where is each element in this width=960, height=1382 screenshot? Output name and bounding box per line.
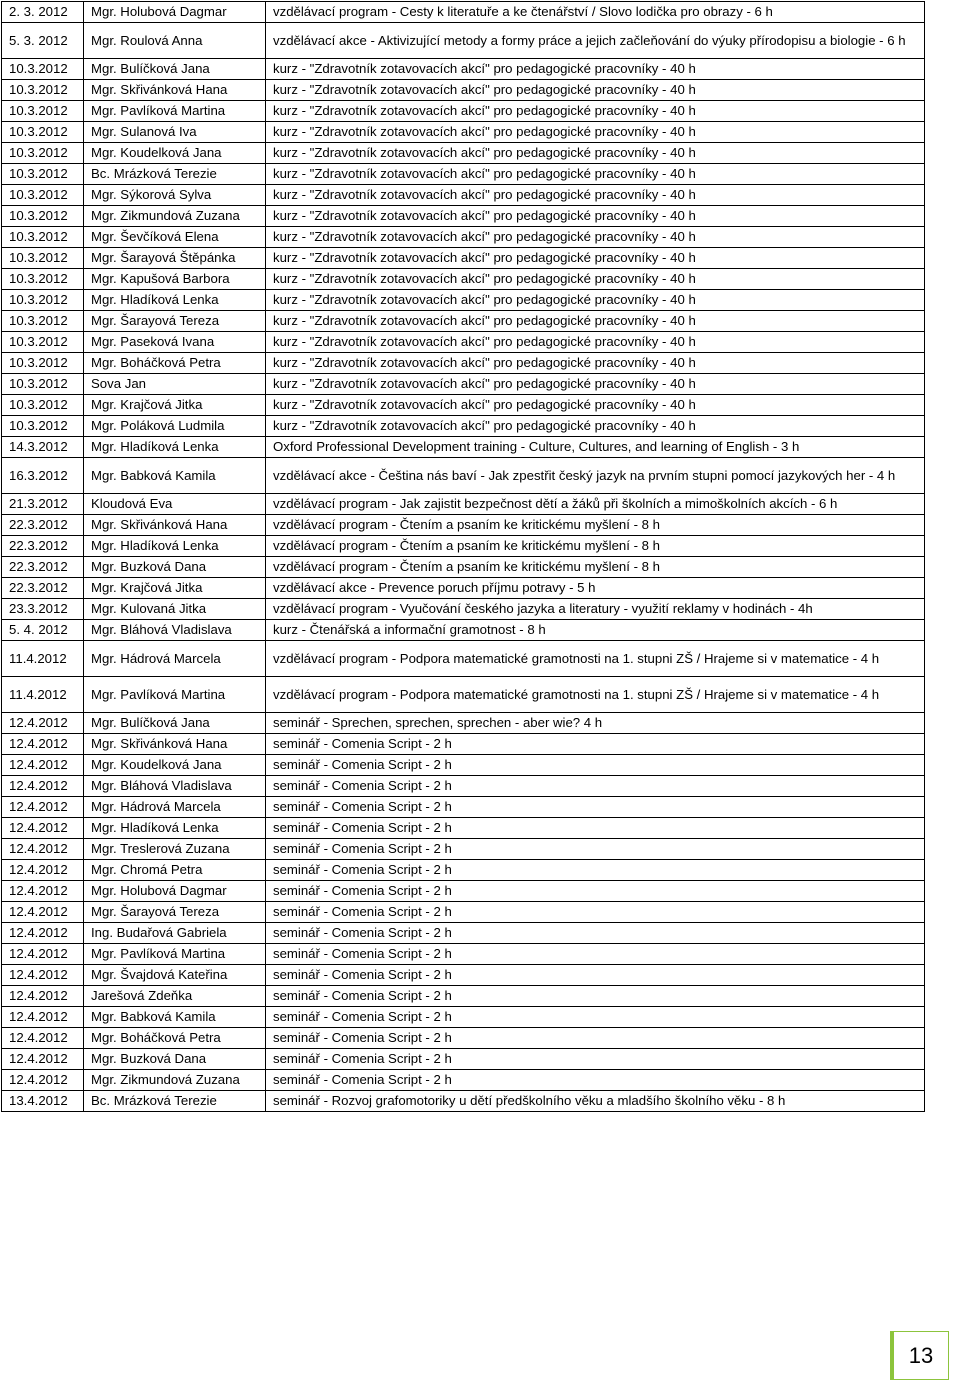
program-cell: kurz - "Zdravotník zotavovacích akcí" pro pedagogické pracovníky - 40 h — [266, 143, 925, 164]
program-cell: vzdělávací program - Čtením a psaním ke kritickému myšlení - 8 h — [266, 515, 925, 536]
date-cell: 10.3.2012 — [2, 80, 84, 101]
participant-cell: Mgr. Skřivánková Hana — [84, 734, 266, 755]
table-row — [2, 677, 925, 713]
program-cell: vzdělávací program - Podpora matematické gramotnosti na 1. stupni ZŠ / Hrajeme si v matematice - 4 h — [266, 641, 925, 677]
participant-cell: Mgr. Hladíková Lenka — [84, 437, 266, 458]
program-cell: kurz - "Zdravotník zotavovacích akcí" pro pedagogické pracovníky - 40 h — [266, 101, 925, 122]
table-row — [2, 458, 925, 494]
participant-cell: Mgr. Hádrová Marcela — [84, 641, 266, 677]
participant-cell: Mgr. Hladíková Lenka — [84, 290, 266, 311]
program-cell: seminář - Comenia Script - 2 h — [266, 944, 925, 965]
program-cell: seminář - Comenia Script - 2 h — [266, 986, 925, 1007]
participant-cell: Mgr. Holubová Dagmar — [84, 2, 266, 23]
participant-cell: Mgr. Roulová Anna — [84, 23, 266, 59]
table-row — [2, 881, 925, 902]
date-cell: 10.3.2012 — [2, 395, 84, 416]
table-row — [2, 311, 925, 332]
date-cell: 22.3.2012 — [2, 557, 84, 578]
date-cell: 10.3.2012 — [2, 332, 84, 353]
date-cell: 12.4.2012 — [2, 860, 84, 881]
date-cell: 11.4.2012 — [2, 677, 84, 713]
program-cell: kurz - "Zdravotník zotavovacích akcí" pro pedagogické pracovníky - 40 h — [266, 374, 925, 395]
program-cell: kurz - "Zdravotník zotavovacích akcí" pro pedagogické pracovníky - 40 h — [266, 185, 925, 206]
page-number-box — [890, 1331, 949, 1380]
participant-cell: Mgr. Buzková Dana — [84, 557, 266, 578]
program-cell: vzdělávací akce - Prevence poruch příjmu potravy - 5 h — [266, 578, 925, 599]
table-row — [2, 734, 925, 755]
program-cell: vzdělávací program - Cesty k literatuře a ke čtenářství / Slovo lodička pro obrazy - 6 h — [266, 2, 925, 23]
table-row — [2, 755, 925, 776]
program-cell: kurz - "Zdravotník zotavovacích akcí" pro pedagogické pracovníky - 40 h — [266, 290, 925, 311]
date-cell: 10.3.2012 — [2, 227, 84, 248]
date-cell: 10.3.2012 — [2, 59, 84, 80]
date-cell: 12.4.2012 — [2, 1049, 84, 1070]
training-log-body — [2, 2, 925, 1112]
program-cell: seminář - Comenia Script - 2 h — [266, 797, 925, 818]
participant-cell: Mgr. Zikmundová Zuzana — [84, 1070, 266, 1091]
date-cell: 12.4.2012 — [2, 881, 84, 902]
participant-cell: Mgr. Šarayová Štěpánka — [84, 248, 266, 269]
participant-cell: Mgr. Šarayová Tereza — [84, 902, 266, 923]
participant-cell: Mgr. Ševčíková Elena — [84, 227, 266, 248]
table-row — [2, 776, 925, 797]
page-number: 13 — [908, 1342, 934, 1368]
program-cell: vzdělávací program - Vyučování českého jazyka a literatury - využití reklamy v hodinách - 4h — [266, 599, 925, 620]
participant-cell: Mgr. Holubová Dagmar — [84, 881, 266, 902]
date-cell: 10.3.2012 — [2, 374, 84, 395]
participant-cell: Ing. Budařová Gabriela — [84, 923, 266, 944]
participant-cell: Mgr. Boháčková Petra — [84, 1028, 266, 1049]
participant-cell: Mgr. Pavlíková Martina — [84, 677, 266, 713]
table-row — [2, 374, 925, 395]
date-cell: 14.3.2012 — [2, 437, 84, 458]
training-log-table — [1, 1, 925, 1112]
program-cell: seminář - Comenia Script - 2 h — [266, 1007, 925, 1028]
date-cell: 12.4.2012 — [2, 839, 84, 860]
program-cell: vzdělávací program - Jak zajistit bezpečnost dětí a žáků při školních a mimoškolních akcích - 6 h — [266, 494, 925, 515]
date-cell: 10.3.2012 — [2, 269, 84, 290]
participant-cell: Mgr. Sýkorová Sylva — [84, 185, 266, 206]
date-cell: 23.3.2012 — [2, 599, 84, 620]
date-cell: 10.3.2012 — [2, 101, 84, 122]
table-row — [2, 620, 925, 641]
table-row — [2, 80, 925, 101]
participant-cell: Mgr. Šarayová Tereza — [84, 311, 266, 332]
table-row — [2, 290, 925, 311]
program-cell: seminář - Comenia Script - 2 h — [266, 1028, 925, 1049]
program-cell: kurz - Čtenářská a informační gramotnost - 8 h — [266, 620, 925, 641]
program-cell: seminář - Comenia Script - 2 h — [266, 776, 925, 797]
table-row — [2, 818, 925, 839]
program-cell: seminář - Comenia Script - 2 h — [266, 881, 925, 902]
date-cell: 10.3.2012 — [2, 416, 84, 437]
date-cell: 12.4.2012 — [2, 1028, 84, 1049]
table-row — [2, 923, 925, 944]
program-cell: kurz - "Zdravotník zotavovacích akcí" pro pedagogické pracovníky - 40 h — [266, 416, 925, 437]
program-cell: kurz - "Zdravotník zotavovacích akcí" pro pedagogické pracovníky - 40 h — [266, 353, 925, 374]
date-cell: 11.4.2012 — [2, 641, 84, 677]
table-row — [2, 1028, 925, 1049]
participant-cell: Mgr. Buzková Dana — [84, 1049, 266, 1070]
table-row — [2, 269, 925, 290]
date-cell: 12.4.2012 — [2, 902, 84, 923]
table-row — [2, 185, 925, 206]
program-cell: kurz - "Zdravotník zotavovacích akcí" pro pedagogické pracovníky - 40 h — [266, 80, 925, 101]
program-cell: kurz - "Zdravotník zotavovacích akcí" pro pedagogické pracovníky - 40 h — [266, 395, 925, 416]
date-cell: 10.3.2012 — [2, 353, 84, 374]
table-row — [2, 944, 925, 965]
date-cell: 10.3.2012 — [2, 122, 84, 143]
program-cell: seminář - Comenia Script - 2 h — [266, 755, 925, 776]
table-row — [2, 248, 925, 269]
table-row — [2, 599, 925, 620]
table-row — [2, 332, 925, 353]
table-row — [2, 2, 925, 23]
table-row — [2, 515, 925, 536]
participant-cell: Mgr. Treslerová Zuzana — [84, 839, 266, 860]
table-row — [2, 713, 925, 734]
program-cell: vzdělávací akce - Aktivizující metody a formy práce a jejich začleňování do výuky přírodopisu a biologie - 6 h — [266, 23, 925, 59]
date-cell: 12.4.2012 — [2, 1007, 84, 1028]
participant-cell: Mgr. Kapušová Barbora — [84, 269, 266, 290]
participant-cell: Mgr. Koudelková Jana — [84, 143, 266, 164]
date-cell: 13.4.2012 — [2, 1091, 84, 1112]
date-cell: 22.3.2012 — [2, 578, 84, 599]
participant-cell: Mgr. Babková Kamila — [84, 1007, 266, 1028]
program-cell: seminář - Comenia Script - 2 h — [266, 734, 925, 755]
participant-cell: Mgr. Pavlíková Martina — [84, 101, 266, 122]
participant-cell: Mgr. Bláhová Vladislava — [84, 620, 266, 641]
participant-cell: Mgr. Kulovaná Jitka — [84, 599, 266, 620]
participant-cell: Mgr. Skřivánková Hana — [84, 80, 266, 101]
participant-cell: Mgr. Bláhová Vladislava — [84, 776, 266, 797]
table-row — [2, 557, 925, 578]
date-cell: 12.4.2012 — [2, 923, 84, 944]
date-cell: 22.3.2012 — [2, 515, 84, 536]
date-cell: 5. 3. 2012 — [2, 23, 84, 59]
participant-cell: Jarešová Zdeňka — [84, 986, 266, 1007]
table-row — [2, 1049, 925, 1070]
participant-cell: Mgr. Babková Kamila — [84, 458, 266, 494]
program-cell: vzdělávací program - Čtením a psaním ke kritickému myšlení - 8 h — [266, 557, 925, 578]
program-cell: Oxford Professional Development training - Culture, Cultures, and learning of English - 3 h — [266, 437, 925, 458]
table-row — [2, 227, 925, 248]
date-cell: 12.4.2012 — [2, 755, 84, 776]
program-cell: kurz - "Zdravotník zotavovacích akcí" pro pedagogické pracovníky - 40 h — [266, 227, 925, 248]
participant-cell: Sova Jan — [84, 374, 266, 395]
program-cell: seminář - Comenia Script - 2 h — [266, 923, 925, 944]
program-cell: vzdělávací program - Čtením a psaním ke kritickému myšlení - 8 h — [266, 536, 925, 557]
participant-cell: Mgr. Bulíčková Jana — [84, 59, 266, 80]
participant-cell: Mgr. Pavlíková Martina — [84, 944, 266, 965]
program-cell: seminář - Rozvoj grafomotoriky u dětí předškolního věku a mladšího školního věku - 8 h — [266, 1091, 925, 1112]
participant-cell: Mgr. Hladíková Lenka — [84, 818, 266, 839]
date-cell: 12.4.2012 — [2, 713, 84, 734]
program-cell: kurz - "Zdravotník zotavovacích akcí" pro pedagogické pracovníky - 40 h — [266, 206, 925, 227]
date-cell: 10.3.2012 — [2, 248, 84, 269]
table-row — [2, 797, 925, 818]
program-cell: seminář - Comenia Script - 2 h — [266, 1070, 925, 1091]
date-cell: 12.4.2012 — [2, 944, 84, 965]
table-row — [2, 965, 925, 986]
participant-cell: Mgr. Zikmundová Zuzana — [84, 206, 266, 227]
table-row — [2, 1091, 925, 1112]
date-cell: 12.4.2012 — [2, 986, 84, 1007]
table-row — [2, 164, 925, 185]
table-row — [2, 206, 925, 227]
date-cell: 10.3.2012 — [2, 143, 84, 164]
date-cell: 12.4.2012 — [2, 1070, 84, 1091]
program-cell: kurz - "Zdravotník zotavovacích akcí" pro pedagogické pracovníky - 40 h — [266, 59, 925, 80]
program-cell: seminář - Comenia Script - 2 h — [266, 839, 925, 860]
program-cell: seminář - Comenia Script - 2 h — [266, 902, 925, 923]
table-row — [2, 1007, 925, 1028]
table-row — [2, 416, 925, 437]
date-cell: 12.4.2012 — [2, 818, 84, 839]
program-cell: kurz - "Zdravotník zotavovacích akcí" pro pedagogické pracovníky - 40 h — [266, 164, 925, 185]
program-cell: vzdělávací program - Podpora matematické gramotnosti na 1. stupni ZŠ / Hrajeme si v matematice - 4 h — [266, 677, 925, 713]
table-row — [2, 839, 925, 860]
program-cell: seminář - Comenia Script - 2 h — [266, 1049, 925, 1070]
participant-cell: Mgr. Švajdová Kateřina — [84, 965, 266, 986]
table-row — [2, 122, 925, 143]
date-cell: 16.3.2012 — [2, 458, 84, 494]
table-row — [2, 23, 925, 59]
program-cell: kurz - "Zdravotník zotavovacích akcí" pro pedagogické pracovníky - 40 h — [266, 311, 925, 332]
date-cell: 2. 3. 2012 — [2, 2, 84, 23]
date-cell: 12.4.2012 — [2, 965, 84, 986]
participant-cell: Mgr. Paseková Ivana — [84, 332, 266, 353]
participant-cell: Mgr. Bulíčková Jana — [84, 713, 266, 734]
program-cell: kurz - "Zdravotník zotavovacích akcí" pro pedagogické pracovníky - 40 h — [266, 248, 925, 269]
table-row — [2, 101, 925, 122]
participant-cell: Mgr. Krajčová Jitka — [84, 395, 266, 416]
participant-cell: Mgr. Koudelková Jana — [84, 755, 266, 776]
table-row — [2, 437, 925, 458]
date-cell: 22.3.2012 — [2, 536, 84, 557]
table-row — [2, 536, 925, 557]
date-cell: 10.3.2012 — [2, 290, 84, 311]
date-cell: 12.4.2012 — [2, 734, 84, 755]
participant-cell: Mgr. Hladíková Lenka — [84, 536, 266, 557]
date-cell: 5. 4. 2012 — [2, 620, 84, 641]
date-cell: 10.3.2012 — [2, 206, 84, 227]
participant-cell: Mgr. Hádrová Marcela — [84, 797, 266, 818]
participant-cell: Mgr. Krajčová Jitka — [84, 578, 266, 599]
participant-cell: Bc. Mrázková Terezie — [84, 164, 266, 185]
participant-cell: Mgr. Boháčková Petra — [84, 353, 266, 374]
program-cell: kurz - "Zdravotník zotavovacích akcí" pro pedagogické pracovníky - 40 h — [266, 269, 925, 290]
date-cell: 10.3.2012 — [2, 311, 84, 332]
program-cell: seminář - Sprechen, sprechen, sprechen - aber wie? 4 h — [266, 713, 925, 734]
table-row — [2, 860, 925, 881]
table-row — [2, 59, 925, 80]
table-row — [2, 1070, 925, 1091]
table-row — [2, 395, 925, 416]
program-cell: seminář - Comenia Script - 2 h — [266, 965, 925, 986]
participant-cell: Mgr. Chromá Petra — [84, 860, 266, 881]
participant-cell: Mgr. Skřivánková Hana — [84, 515, 266, 536]
date-cell: 21.3.2012 — [2, 494, 84, 515]
table-row — [2, 986, 925, 1007]
participant-cell: Mgr. Sulanová Iva — [84, 122, 266, 143]
program-cell: kurz - "Zdravotník zotavovacích akcí" pro pedagogické pracovníky - 40 h — [266, 122, 925, 143]
table-row — [2, 494, 925, 515]
program-cell: seminář - Comenia Script - 2 h — [266, 818, 925, 839]
table-row — [2, 902, 925, 923]
date-cell: 12.4.2012 — [2, 776, 84, 797]
date-cell: 10.3.2012 — [2, 164, 84, 185]
table-row — [2, 641, 925, 677]
program-cell: seminář - Comenia Script - 2 h — [266, 860, 925, 881]
participant-cell: Kloudová Eva — [84, 494, 266, 515]
participant-cell: Bc. Mrázková Terezie — [84, 1091, 266, 1112]
participant-cell: Mgr. Poláková Ludmila — [84, 416, 266, 437]
program-cell: kurz - "Zdravotník zotavovacích akcí" pro pedagogické pracovníky - 40 h — [266, 332, 925, 353]
date-cell: 12.4.2012 — [2, 797, 84, 818]
table-row — [2, 578, 925, 599]
table-row — [2, 353, 925, 374]
program-cell: vzdělávací akce - Čeština nás baví - Jak zpestřit český jazyk na prvním stupni pomocí jazykových her - 4 h — [266, 458, 925, 494]
date-cell: 10.3.2012 — [2, 185, 84, 206]
table-row — [2, 143, 925, 164]
